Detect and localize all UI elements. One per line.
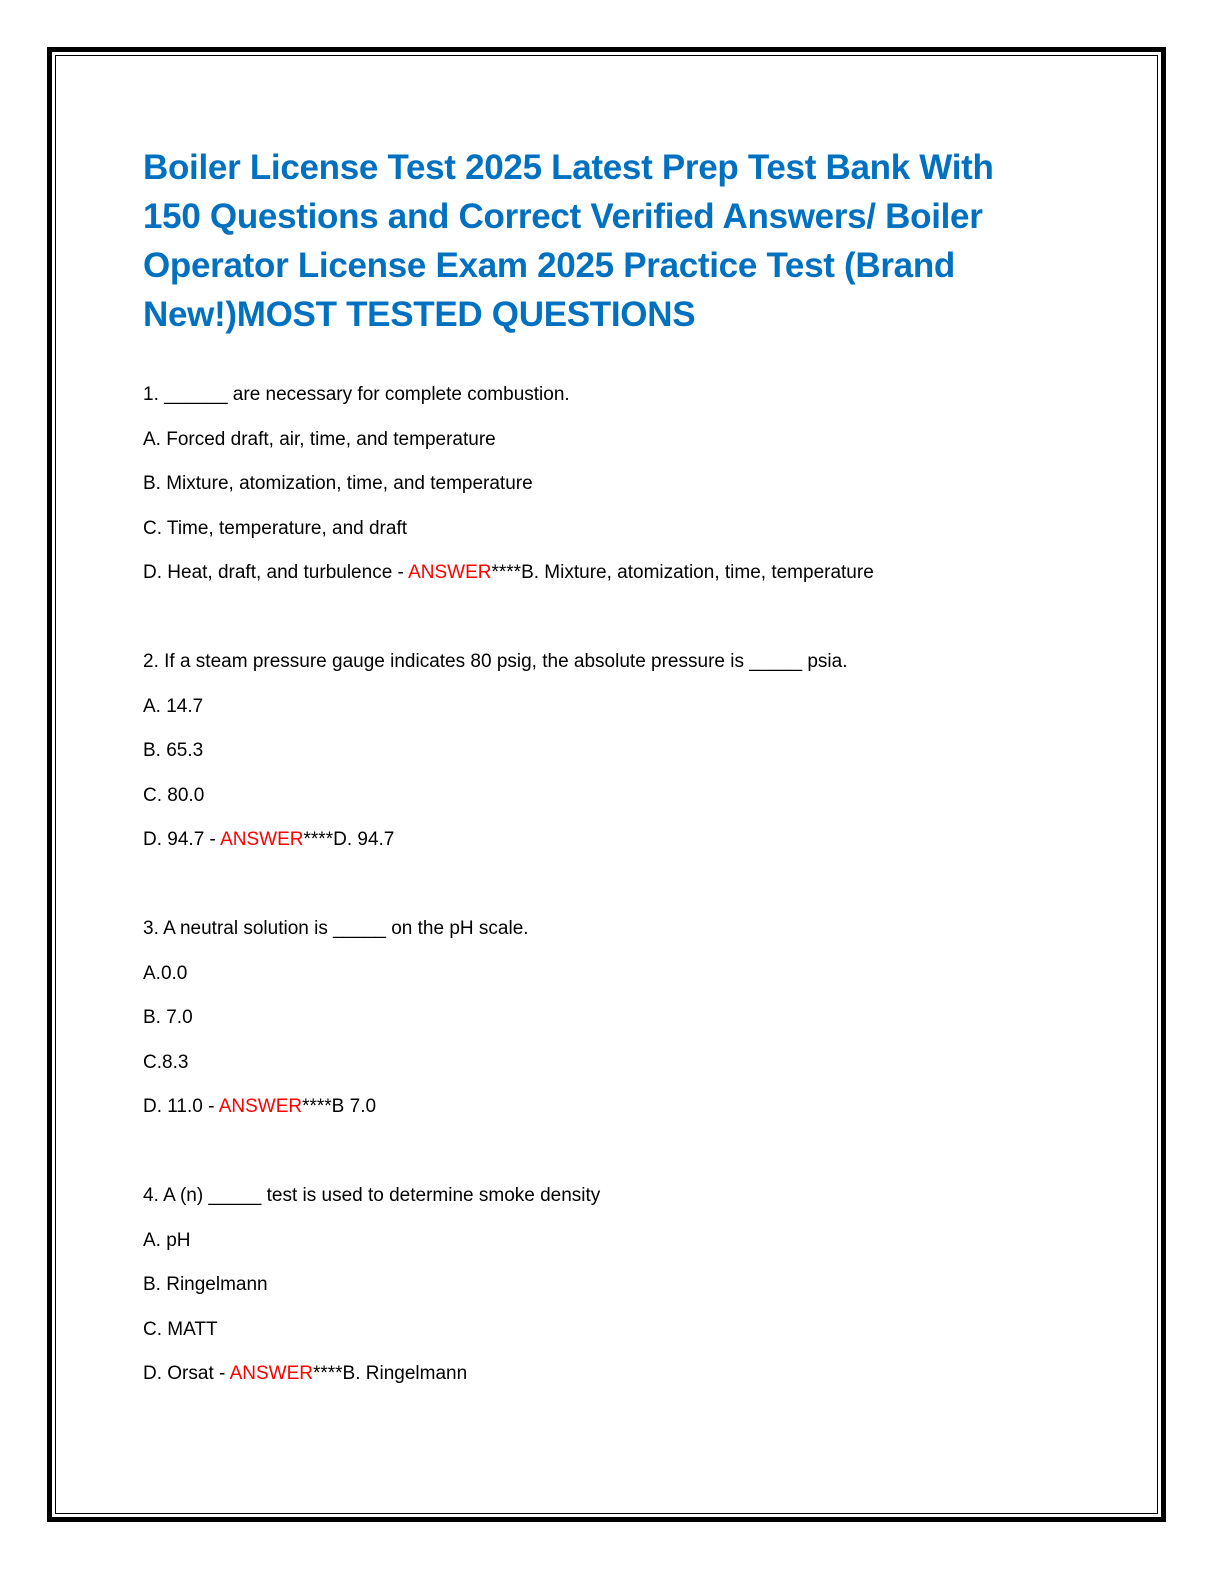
option-a: A.0.0: [143, 962, 188, 984]
option-b: B. Ringelmann: [143, 1274, 268, 1295]
option-c: C. MATT: [143, 1318, 218, 1340]
option-b: B. 65.3: [143, 740, 204, 761]
document-title: Boiler License Test 2025 Latest Prep Test Bank With 150 Questions and Correct Verified Answers/ Boiler Operator License Exam 2025 Practice Test (Brand New!)MOST TESTED QUESTIONS: [143, 148, 994, 334]
option-d-with-answer: [143, 828, 847, 852]
option-d: D. Heat, draft, and turbulence -: [143, 562, 409, 583]
answer-keyword: ANSWER: [220, 829, 304, 850]
answer-text: ****B. Mixture, atomization, time, temperature: [491, 562, 874, 583]
answer-keyword: ANSWER: [218, 1096, 303, 1117]
answer-keyword: ANSWER: [408, 562, 492, 583]
question-prompt: 2. If a steam pressure gauge indicates 80 psig, the absolute pressure is _____ psia.: [143, 651, 848, 672]
option-d-with-answer: [143, 1095, 529, 1119]
option-c: C. Time, temperature, and draft: [143, 517, 408, 539]
document-content: [143, 143, 1043, 1384]
option-a: A. pH: [143, 1229, 191, 1251]
option-d: D. 94.7 -: [143, 829, 221, 850]
option-b: B. Mixture, atomization, time, and temperature: [143, 473, 533, 494]
option-b: B. 7.0: [143, 1007, 193, 1028]
question-4: [143, 1184, 600, 1407]
option-a: A. Forced draft, air, time, and temperature: [143, 428, 496, 450]
answer-text: ****B 7.0: [302, 1096, 377, 1117]
question-prompt: 3. A neutral solution is _____ on the pH scale.: [143, 918, 529, 939]
option-d: D. 11.0 -: [143, 1096, 219, 1117]
answer-text: ****B. Ringelmann: [312, 1363, 468, 1384]
option-d-with-answer: [143, 561, 874, 585]
question-prompt: 1. ______ are necessary for complete combustion.: [143, 384, 570, 405]
option-d-with-answer: [143, 1362, 600, 1386]
option-a: A. 14.7: [143, 695, 204, 717]
question-1: [143, 383, 874, 606]
question-prompt: 4. A (n) _____ test is used to determine smoke density: [143, 1185, 601, 1206]
question-3: [143, 917, 529, 1140]
question-2: [143, 650, 847, 873]
option-c: C. 80.0: [143, 784, 205, 806]
option-c: C.8.3: [143, 1051, 189, 1073]
option-d: D. Orsat -: [143, 1363, 230, 1384]
answer-keyword: ANSWER: [229, 1363, 313, 1384]
answer-text: ****D. 94.7: [303, 829, 395, 850]
